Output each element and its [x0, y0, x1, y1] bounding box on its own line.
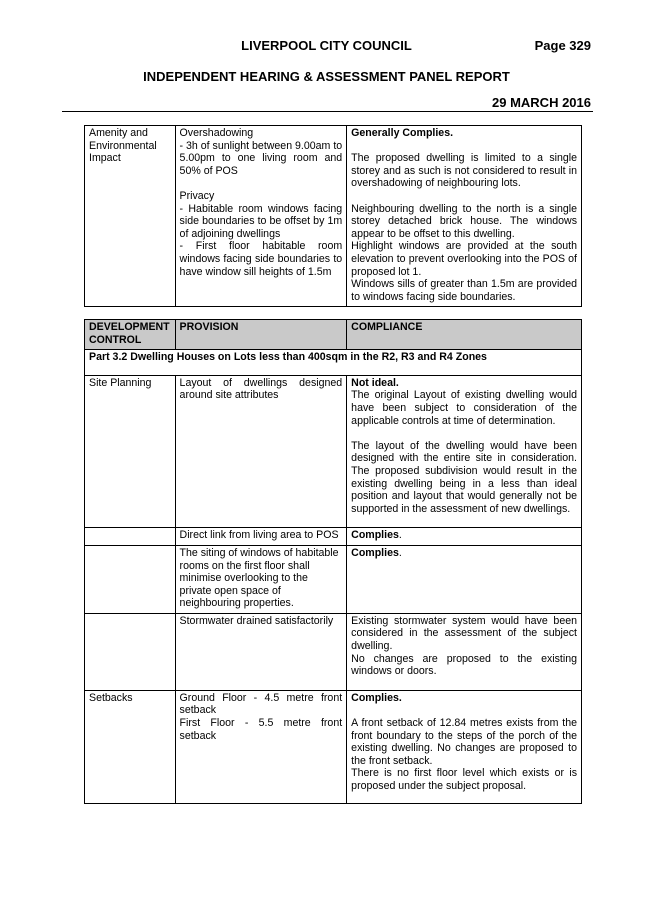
provision-cell: [175, 690, 347, 803]
table-row: [85, 375, 582, 528]
header-provision: PROVISION: [175, 320, 347, 350]
provision-cell: Stormwater drained satisfactorily: [175, 613, 347, 690]
compliance-paragraph: Windows sills of greater than 1.5m are provided to windows facing side boundaries.: [351, 278, 577, 303]
provision-privacy: Privacy - Habitable room windows facing side boundaries to be offset by 1m of adjoining dwellings - First floor habitable room windows facing side boundaries to have window sill heights of 1.5m: [179, 189, 343, 278]
provision-cell: Direct link from living area to POS: [175, 528, 347, 546]
control-cell: [85, 126, 176, 307]
provision-cell: [175, 126, 347, 307]
table-row: [85, 126, 582, 307]
table-row: [85, 528, 582, 546]
part-title-row: [85, 350, 582, 376]
header-divider: [62, 111, 593, 112]
compliance-cell: [347, 126, 582, 307]
compliance-paragraph: The original Layout of existing dwelling would have been subject to consideration of the applicable controls at time of determination.: [351, 389, 577, 427]
table-row: [85, 545, 582, 613]
compliance-paragraph: Neighbouring dwelling to the north is a single storey detached brick house. The windows appear to be offset to this dwelling.: [351, 202, 577, 240]
control-cell: Site Planning: [85, 375, 176, 528]
compliance-paragraph: The proposed dwelling is limited to a single storey and as such is not considered to result in overshadowing of neighbouring lots.: [351, 152, 577, 190]
table-header-row: [85, 320, 582, 350]
provision-cell: The siting of windows of habitable rooms on the first floor shall minimise overlooking to the private open space of neighbouring properties.: [175, 545, 347, 613]
part-title: Part 3.2 Dwelling Houses on Lots less than 400sqm in the R2, R3 and R4 Zones: [85, 350, 582, 376]
header-development-control: DEVELOPMENT CONTROL: [85, 320, 176, 350]
compliance-paragraph: No changes are proposed to the existing windows or doors.: [351, 652, 577, 678]
compliance-cell: [347, 613, 582, 690]
compliance-paragraph: The layout of the dwelling would have been designed with the entire site in consideration. The proposed subdivision would result in the existing dwelling being in a less than ideal position and layout that would generally not be supported in the assessment of new dwellings.: [351, 439, 577, 515]
amenity-table: [84, 125, 582, 307]
page-number: Page 329: [534, 38, 591, 53]
council-name: LIVERPOOL CITY COUNCIL: [241, 38, 412, 53]
compliance-status: Complies.: [351, 691, 402, 704]
compliance-cell: [347, 690, 582, 803]
compliance-paragraph: There is no first floor level which exists or is proposed under the subject proposal.: [351, 767, 577, 792]
table-row: [85, 613, 582, 690]
control-cell: Setbacks: [85, 690, 176, 803]
control-label: Amenity and Environmental Impact: [89, 127, 157, 165]
compliance-status: Not ideal.: [351, 376, 399, 389]
control-cell: [85, 528, 176, 546]
provision-overshadowing: Overshadowing - 3h of sunlight between 9.00am to 5.00pm to one living room and 50% of POS: [179, 127, 343, 177]
table-row: [85, 690, 582, 803]
compliance-cell: [347, 528, 582, 546]
compliance-cell: [347, 545, 582, 613]
header-line: [0, 38, 653, 54]
report-date: 29 MARCH 2016: [492, 95, 591, 110]
compliance-paragraph: A front setback of 12.84 metres exists from the front boundary to the steps of the porch of the existing dwelling. No changes are proposed to the front setback.: [351, 717, 577, 767]
compliance-status: Generally Complies.: [351, 127, 454, 139]
compliance-cell: [347, 375, 582, 528]
report-title: INDEPENDENT HEARING & ASSESSMENT PANEL REPORT: [143, 69, 510, 84]
status-suffix: .: [398, 546, 402, 559]
compliance-paragraph: Highlight windows are provided at the south elevation to prevent overlooking into the POS of proposed lot 1.: [351, 240, 577, 278]
compliance-paragraph: Existing stormwater system would have been considered in the assessment of the subject dwelling.: [351, 614, 577, 653]
control-cell: [85, 545, 176, 613]
dwelling-houses-table: [84, 319, 582, 804]
provision-line: Ground Floor - 4.5 metre front setback: [179, 691, 343, 717]
compliance-status: Complies: [351, 546, 399, 559]
compliance-status: Complies: [351, 529, 399, 542]
header-compliance: COMPLIANCE: [347, 320, 582, 350]
provision-cell: Layout of dwellings designed around site attributes: [175, 375, 347, 528]
status-suffix: .: [398, 529, 402, 542]
control-cell: [85, 613, 176, 690]
provision-line: First Floor - 5.5 metre front setback: [179, 717, 343, 742]
